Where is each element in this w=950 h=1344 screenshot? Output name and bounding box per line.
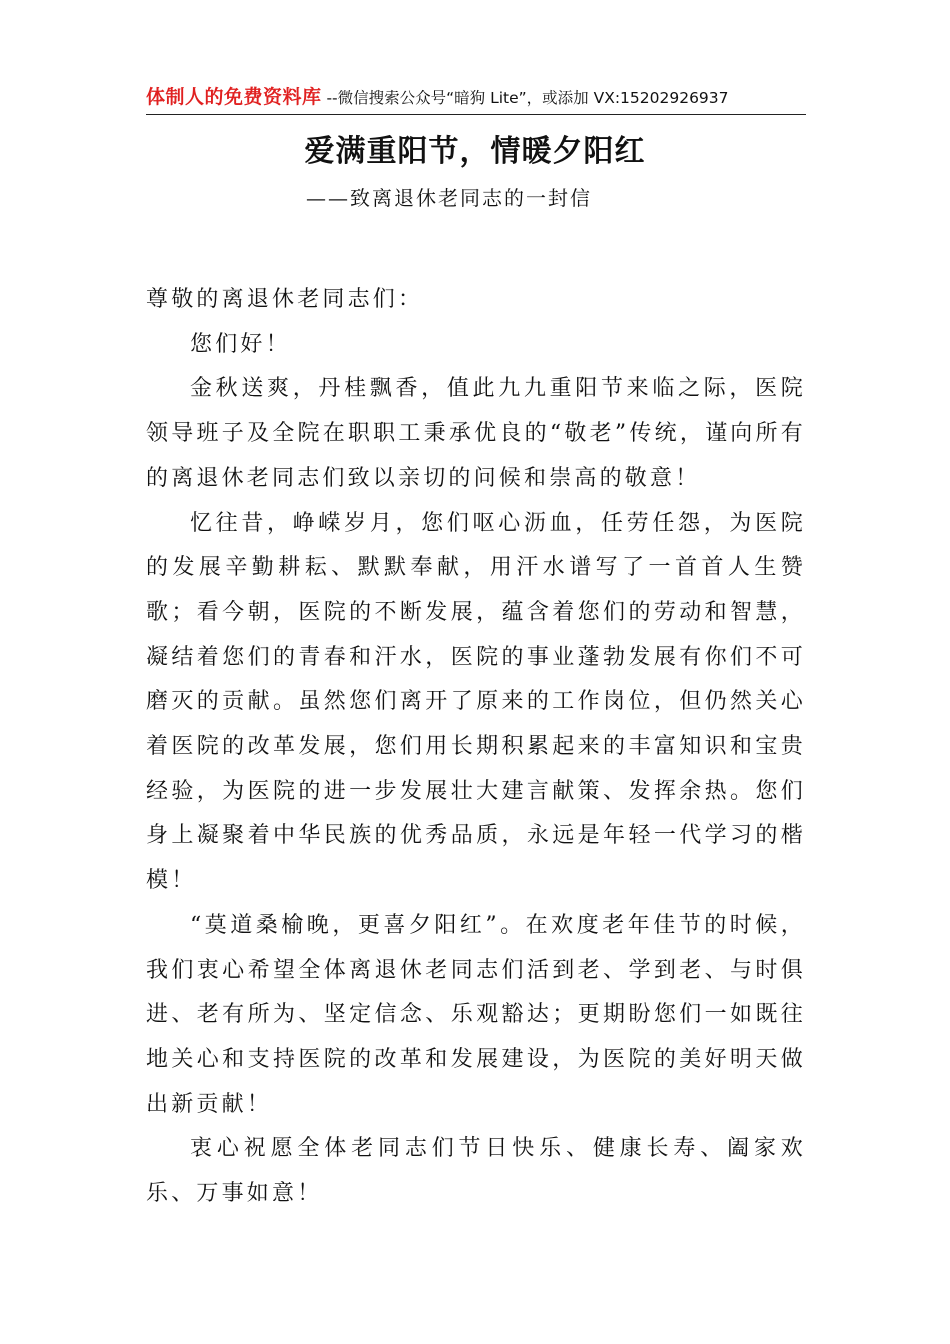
paragraph: “莫道桑榆晚，更喜夕阳红”。在欢度老年佳节的时候，我们衷心希望全体离退休老同志们活到老、学到老、与时俱进、老有所为、坚定信念、乐观豁达；更期盼您们一如既往地关心和支持医院的改革和发展建设，为医院的美好明天做出新贡献！	[146, 912, 806, 1117]
header-brand: 体制人的免费资料库	[146, 86, 322, 108]
paragraph: 金秋送爽，丹桂飘香，值此九九重阳节来临之际，医院领导班子及全院在职职工秉承优良的“敬老”传统，谨向所有的离退休老同志们致以亲切的问候和崇高的敬意！	[146, 376, 806, 491]
paragraph-closing: 衷心祝愿全体老同志们节日快乐、健康长寿、阖家欢乐、万事如意！	[146, 1136, 806, 1207]
header-contact: --微信搜索公众号“暗狗 Lite”，或添加 VX:15202926937	[321, 89, 729, 107]
paragraph: 忆往昔，峥嵘岁月，您们呕心沥血，任劳任怨，为医院的发展辛勤耕耘、默默奉献，用汗水谱写了一首首人生赞歌；看今朝，医院的不断发展，蕴含着您们的劳动和智慧，凝结着您们的青春和汗水，医院的事业蓬勃发展有你们不可磨灭的贡献。虽然您们离开了原来的工作岗位，但仍然关心着医院的改革发展，您们用长期积累起来的丰富知识和宝贵经验，为医院的进一步发展壮大建言献策、发挥余热。您们身上凝聚着中华民族的优秀品质，永远是年轻一代学习的楷模！	[146, 510, 806, 894]
letter-body	[146, 278, 806, 1217]
page-header	[146, 82, 806, 115]
page-subtitle: ——致离退休老同志的一封信	[306, 186, 592, 210]
salutation: 尊敬的离退休老同志们：	[146, 287, 424, 312]
paragraph-greeting: 您们好！	[190, 331, 291, 357]
page-title: 爱满重阳节，情暖夕阳红	[304, 134, 646, 169]
